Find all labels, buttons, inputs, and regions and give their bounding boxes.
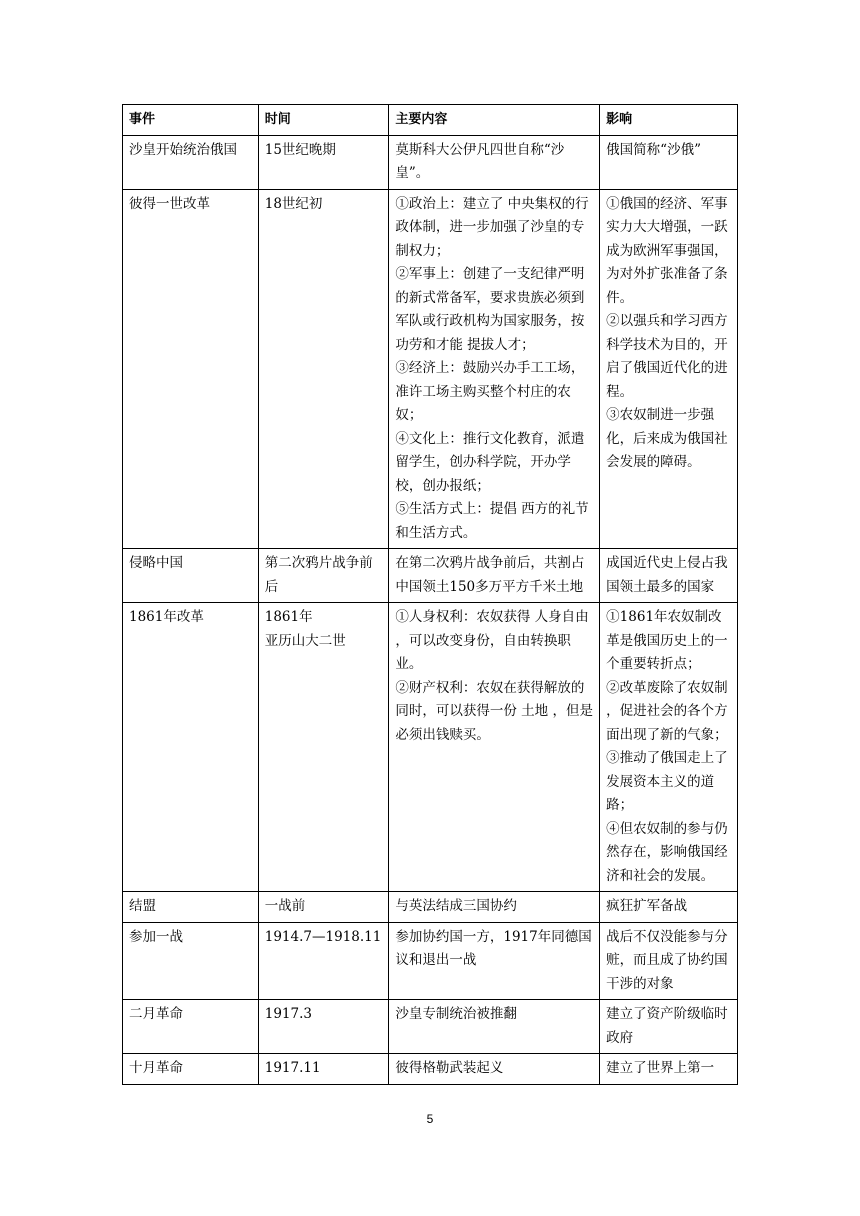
cell-impact-paragraph: ②改革废除了农奴制 ，促进社会的各个方面出现了新的气象； xyxy=(606,679,728,743)
cell-content-paragraph: ⑤生活方式上：提倡 西方的礼节和生活方式。 xyxy=(395,501,589,541)
cell-impact xyxy=(600,549,738,603)
cell-content-paragraph: ②财产权利：农奴在获得解放的同时，可以获得一份 土地 ，但是必须出钱赎买。 xyxy=(395,679,593,743)
cell-impact xyxy=(600,1054,738,1085)
cell-impact xyxy=(600,603,738,892)
table-row xyxy=(123,549,738,603)
cell-event: 侵略中国 xyxy=(123,549,259,603)
cell-event: 沙皇开始统治俄国 xyxy=(123,135,259,189)
cell-time xyxy=(258,189,389,549)
cell-impact-paragraph: 俄国简称“沙俄” xyxy=(606,141,701,158)
cell-impact-paragraph: 战后不仅没能参与分赃，而且成了协约国干涉的对象 xyxy=(606,928,728,992)
cell-time-paragraph: 亚历山大二世 xyxy=(264,632,346,649)
cell-time-paragraph: 1914.7—1918.11 xyxy=(264,928,382,945)
cell-impact-paragraph: 疯狂扩军备战 xyxy=(606,898,688,914)
cell-time xyxy=(258,135,389,189)
cell-time xyxy=(258,1054,389,1085)
table-header-row xyxy=(123,105,738,136)
table-row xyxy=(123,1000,738,1054)
cell-event: 1861年改革 xyxy=(123,603,259,892)
cell-time-paragraph: 1917.3 xyxy=(264,1006,312,1022)
cell-impact-paragraph: ③推动了俄国走上了发展资本主义的道路； xyxy=(606,750,728,813)
table-row xyxy=(123,135,738,189)
cell-content xyxy=(389,922,600,1000)
history-table xyxy=(122,104,738,1085)
cell-time-paragraph: 1917.11 xyxy=(264,1060,321,1076)
cell-time xyxy=(258,922,389,1000)
cell-content-paragraph: 在第二次鸦片战争前后，共割占中国领土150多万平方千米土地 xyxy=(395,555,585,595)
cell-time xyxy=(258,603,389,892)
cell-content xyxy=(389,135,600,189)
cell-impact xyxy=(600,922,738,1000)
cell-impact xyxy=(600,1000,738,1054)
cell-content-paragraph: 参加协约国一方，1917年同德国议和退出一战 xyxy=(395,928,592,968)
cell-impact-paragraph: 建立了世界上第一 xyxy=(606,1060,715,1076)
table-row xyxy=(123,189,738,549)
cell-content xyxy=(389,189,600,549)
cell-time-paragraph: 一战前 xyxy=(264,898,306,914)
cell-impact-paragraph: ③农奴制进一步强化，后来成为俄国社会发展的障碍。 xyxy=(606,407,728,470)
cell-content xyxy=(389,1054,600,1085)
header-time: 时间 xyxy=(258,105,389,136)
cell-time xyxy=(258,549,389,603)
cell-content xyxy=(389,1000,600,1054)
cell-time-paragraph: 第二次鸦片战争前后 xyxy=(264,555,373,595)
header-impact: 影响 xyxy=(600,105,738,136)
cell-content-paragraph: ①政治上：建立了 中央集权的行政体制，进一步加强了沙皇的专制权力； xyxy=(395,195,589,259)
cell-impact-paragraph: ④但农奴制的参与仍然存在，影响俄国经济和社会的发展。 xyxy=(606,820,728,884)
cell-impact-paragraph: ②以强兵和学习西方科学技术为目的，开启了俄国近代化的进程。 xyxy=(606,313,728,400)
cell-time-paragraph: 18世纪初 xyxy=(264,195,323,212)
cell-content-paragraph: 彼得格勒武装起义 xyxy=(395,1060,504,1076)
cell-impact-paragraph: 成国近代史上侵占我国领土最多的国家 xyxy=(606,555,728,595)
cell-impact xyxy=(600,189,738,549)
cell-event: 彼得一世改革 xyxy=(123,189,259,549)
cell-content-paragraph: 莫斯科大公伊凡四世自称“沙皇”。 xyxy=(395,141,565,181)
cell-content xyxy=(389,603,600,892)
cell-event: 二月革命 xyxy=(123,1000,259,1054)
table-row xyxy=(123,922,738,1000)
cell-time xyxy=(258,892,389,923)
cell-content-paragraph: ③经济上：鼓励兴办手工工场，准许工场主购买整个村庄的农奴； xyxy=(395,360,585,423)
cell-event: 结盟 xyxy=(123,892,259,923)
cell-time-paragraph: 15世纪晚期 xyxy=(264,141,336,158)
cell-impact xyxy=(600,135,738,189)
cell-content xyxy=(389,549,600,603)
cell-impact-paragraph: ①1861年农奴制改革是俄国历史上的一个重要转折点； xyxy=(606,609,728,672)
cell-time-paragraph: 1861年 xyxy=(264,609,313,625)
cell-impact xyxy=(600,892,738,923)
cell-content-paragraph: ②军事上：创建了一支纪律严明的新式常备军，要求贵族必须到军队或行政机构为国家服务，按 功劳和才能 提拔人才； xyxy=(395,266,585,353)
cell-event: 十月革命 xyxy=(123,1054,259,1085)
table-row xyxy=(123,1054,738,1085)
cell-content-paragraph: ④文化上：推行文化教育，派遣留学生，创办科学院，开办学校，创办报纸； xyxy=(395,430,585,494)
cell-event: 参加一战 xyxy=(123,922,259,1000)
cell-impact-paragraph: 建立了资产阶级临时政府 xyxy=(606,1006,728,1046)
table-row xyxy=(123,892,738,923)
table-row xyxy=(123,603,738,892)
header-content: 主要内容 xyxy=(389,105,600,136)
cell-content-paragraph: 沙皇专制统治被推翻 xyxy=(395,1006,517,1022)
cell-content-paragraph: ①人身权利：农奴获得 人身自由 ，可以改变身份，自由转换职业。 xyxy=(395,609,589,672)
cell-time xyxy=(258,1000,389,1054)
page-number: 5 xyxy=(426,1112,434,1126)
cell-content-paragraph: 与英法结成三国协约 xyxy=(395,898,517,914)
cell-impact-paragraph: ①俄国的经济、军事实力大大增强，一跃成为欧洲军事强国，为对外扩张准备了条件。 xyxy=(606,195,728,306)
cell-content xyxy=(389,892,600,923)
header-event: 事件 xyxy=(123,105,259,136)
